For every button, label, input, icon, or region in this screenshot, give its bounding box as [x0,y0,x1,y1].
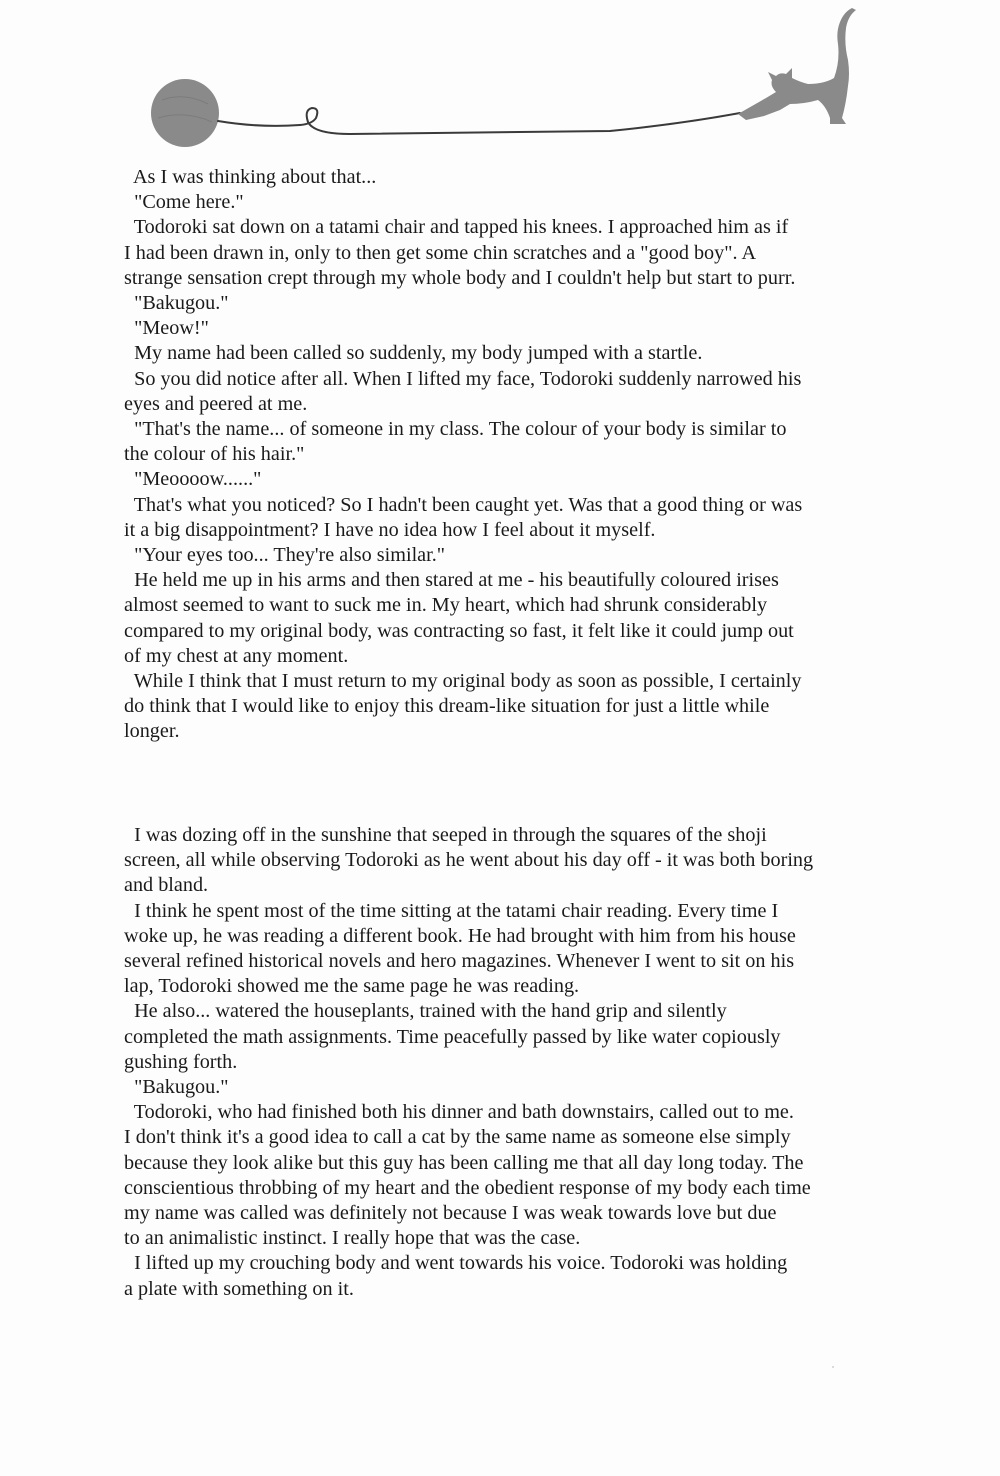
paragraph-line: compared to my original body, was contracting so fast, it felt like it could jump out [124,619,794,642]
paragraph-line: lap, Todoroki showed me the same page he was reading. [124,975,580,998]
paragraph-line: gushing forth. [124,1050,238,1073]
paragraph-line: and bland. [124,874,209,897]
cat-silhouette-icon [738,8,856,124]
section-2-text [124,823,914,1302]
paragraph-line: several refined historical novels and hero magazines. Whenever I went to sit on his [124,950,795,973]
section-1-text [124,165,914,745]
paragraph-line: That's what you noticed? So I hadn't been caught yet. Was that a good thing or was [124,493,803,516]
paragraph-line: conscientious throbbing of my heart and the obedient response of my body each time [124,1176,811,1199]
yarn-ball-icon [151,79,219,147]
paragraph-line: it a big disappointment? I have no idea how I feel about it myself. [124,518,656,541]
paragraph-line: almost seemed to want to suck me in. My heart, which had shrunk considerably [124,594,768,617]
paragraph-line: a plate with something on it. [124,1277,354,1300]
paper-speck [832,1366,834,1368]
paragraph-line: the colour of his hair." [124,443,305,466]
string-icon [218,108,740,134]
paragraph-line: I lifted up my crouching body and went towards his voice. Todoroki was holding [124,1252,788,1275]
paragraph-line: "That's the name... of someone in my class. The colour of your body is similar to [124,418,787,441]
paragraph-line: "Meoooow......" [124,468,262,491]
header-ornament [140,0,870,160]
paragraph-line: He held me up in his arms and then stared at me - his beautifully coloured irises [124,569,779,592]
paragraph-line: eyes and peered at me. [124,392,308,415]
paragraph-line: woke up, he was reading a different book. He had brought with him from his house [124,924,796,947]
paragraph-line: Todoroki sat down on a tatami chair and tapped his knees. I approached him as if [124,216,789,239]
paragraph-line: He also... watered the houseplants, trained with the hand grip and silently [124,1000,727,1023]
paragraph-line: to an animalistic instinct. I really hope that was the case. [124,1227,581,1250]
paragraph-line: I had been drawn in, only to then get some chin scratches and a "good boy". A [124,241,757,264]
paragraph-line: completed the math assignments. Time peacefully passed by like water copiously [124,1025,781,1048]
paragraph-line: My name had been called so suddenly, my body jumped with a startle. [124,342,703,365]
paragraph-line: screen, all while observing Todoroki as he went about his day off - it was both boring [124,849,814,872]
paragraph-line: While I think that I must return to my original body as soon as possible, I certainly [124,670,802,693]
paragraph-line: of my chest at any moment. [124,644,349,667]
paragraph-line: longer. [124,720,180,743]
paragraph-line: "Come here." [124,191,244,214]
paragraph-line: strange sensation crept through my whole body and I couldn't help but start to purr. [124,266,796,289]
paragraph-line: because they look alike but this guy has been calling me that all day long today. The [124,1151,804,1174]
paragraph-line: As I was thinking about that... [124,166,377,188]
paragraph-line: my name was called was definitely not because I was weak towards love but due [124,1202,777,1225]
paragraph-line: I don't think it's a good idea to call a cat by the same name as someone else simply [124,1126,791,1149]
paragraph-line: "Bakugou." [124,292,229,315]
paragraph-line: "Bakugou." [124,1076,229,1099]
paragraph-line: So you did notice after all. When I lifted my face, Todoroki suddenly narrowed his [124,367,802,390]
paragraph-line: do think that I would like to enjoy this dream-like situation for just a little while [124,695,770,718]
paragraph-line: "Meow!" [124,317,209,340]
paragraph-line: I was dozing off in the sunshine that seeped in through the squares of the shoji [124,824,767,846]
paragraph-line: Todoroki, who had finished both his dinner and bath downstairs, called out to me. [124,1101,794,1124]
paragraph-line: I think he spent most of the time sitting at the tatami chair reading. Every time I [124,899,779,922]
paragraph-line: "Your eyes too... They're also similar." [124,544,446,567]
